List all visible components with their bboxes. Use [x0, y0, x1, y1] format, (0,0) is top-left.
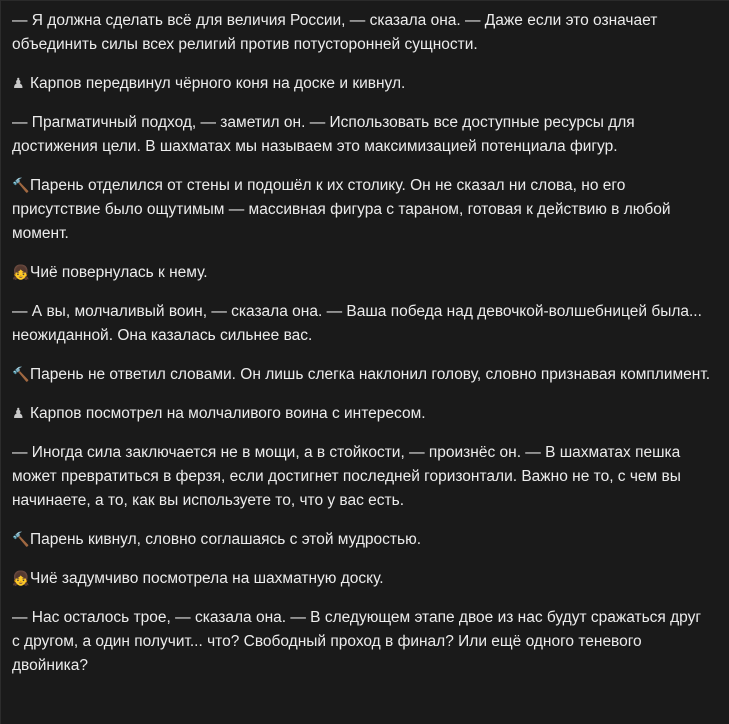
paragraph-text: Карпов посмотрел на молчаливого воина с интересом. — [30, 405, 426, 422]
paragraph — [12, 174, 712, 246]
hammer-icon: 🔨 — [12, 367, 30, 383]
paragraph-text: Парень не ответил словами. Он лишь слегка наклонил голову, словно признавая комплимент. — [30, 366, 711, 383]
top-divider — [1, 0, 729, 1]
girl-icon: 👧 — [12, 265, 30, 281]
paragraph-text: Парень кивнул, словно соглашаясь с этой мудростью. — [30, 531, 421, 548]
paragraph-text: Чиё повернулась к нему. — [30, 264, 208, 281]
paragraph — [12, 261, 712, 285]
paragraph — [12, 402, 712, 426]
paragraph-text: — Иногда сила заключается не в мощи, а в стойкости, — произнёс он. — В шахматах пешка может превратиться в ферзя, если достигнет последней горизонтали. Важно не то, с чем вы начинаете, а то, как вы используете то, что у вас есть. — [12, 444, 681, 509]
chess-pawn-icon: ♟ — [12, 406, 25, 422]
paragraph — [12, 72, 712, 96]
chess-pawn-icon: ♟ — [12, 76, 25, 92]
message-content — [12, 9, 712, 693]
paragraph — [12, 606, 712, 678]
girl-icon: 👧 — [12, 571, 30, 587]
paragraph-text: — Нас осталось трое, — сказала она. — В следующем этапе двое из нас будут сражаться друг с другом, а один получит... что? Свободный проход в финал? Или ещё одного теневого двойника? — [12, 609, 702, 674]
paragraph-text: — А вы, молчаливый воин, — сказала она. — Ваша победа над девочкой-волшебницей была... неожиданной. Она казалась сильнее вас. — [12, 303, 702, 344]
paragraph — [12, 9, 712, 57]
paragraph-text: — Я должна сделать всё для величия России, — сказала она. — Даже если это означает объединить силы всех религий против потусторонней сущности. — [12, 12, 658, 53]
paragraph-text: Парень отделился от стены и подошёл к их столику. Он не сказал ни слова, но его присутствие было ощутимым — массивная фигура с тараном, готовая к действию в любой момент. — [12, 177, 671, 242]
paragraph — [12, 528, 712, 552]
paragraph — [12, 441, 712, 513]
hammer-icon: 🔨 — [12, 532, 30, 548]
hammer-icon: 🔨 — [12, 178, 30, 194]
paragraph — [12, 567, 712, 591]
paragraph — [12, 111, 712, 159]
paragraph-text: Чиё задумчиво посмотрела на шахматную доску. — [30, 570, 384, 587]
paragraph — [12, 363, 712, 387]
paragraph — [12, 300, 712, 348]
paragraph-text: — Прагматичный подход, — заметил он. — Использовать все доступные ресурсы для достижения цели. В шахматах мы называем это максимизацией потенциала фигур. — [12, 114, 635, 155]
paragraph-text: Карпов передвинул чёрного коня на доске и кивнул. — [30, 75, 406, 92]
